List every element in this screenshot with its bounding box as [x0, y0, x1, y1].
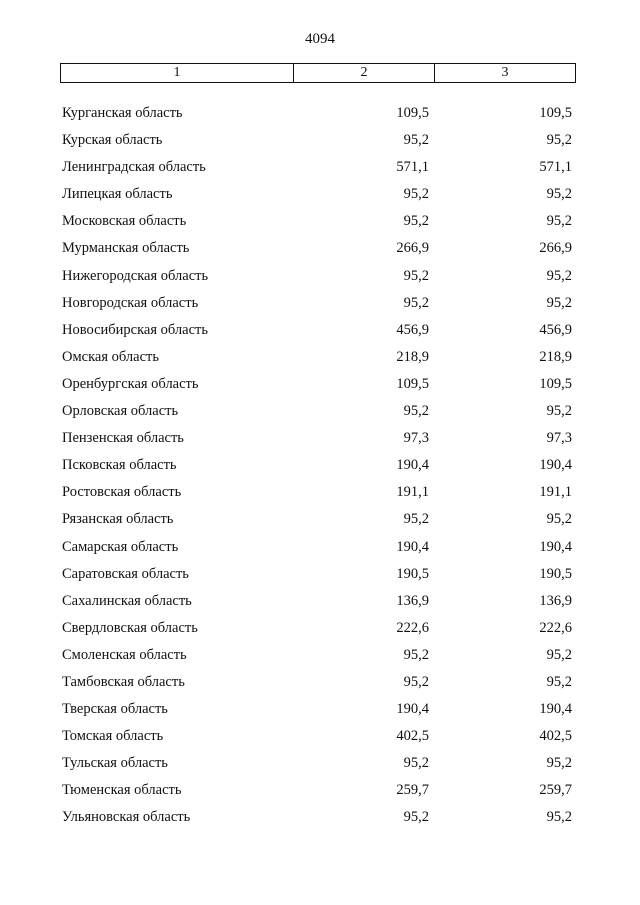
table-row	[0, 480, 640, 507]
region-name: Сахалинская область	[62, 592, 192, 609]
region-name: Курганская область	[62, 105, 183, 121]
value-col-2: 266,9	[396, 240, 429, 257]
table-row	[0, 399, 640, 426]
value-col-3: 266,9	[539, 240, 572, 257]
region-name: Тюменская область	[62, 782, 182, 799]
region-name: Новгородская область	[62, 294, 199, 311]
region-name: Курская область	[62, 132, 163, 149]
value-col-2: 136,9	[396, 592, 429, 609]
value-col-3: 95,2	[546, 511, 572, 528]
table-row	[0, 236, 640, 263]
table-row	[0, 507, 640, 534]
region-name: Рязанская область	[62, 511, 174, 528]
value-col-3: 95,2	[546, 403, 572, 420]
value-col-2: 190,4	[396, 457, 429, 474]
value-col-2: 190,4	[396, 538, 429, 555]
region-name: Свердловская область	[62, 619, 198, 636]
value-col-3: 222,6	[539, 619, 572, 636]
value-col-2: 218,9	[396, 348, 429, 365]
value-col-2: 190,4	[396, 701, 429, 718]
value-col-2: 456,9	[396, 321, 429, 338]
table-row	[0, 453, 640, 480]
table-row	[0, 101, 640, 128]
table-row	[0, 535, 640, 562]
table-row	[0, 670, 640, 697]
value-col-3: 109,5	[539, 105, 572, 121]
value-col-3: 95,2	[546, 646, 572, 663]
value-col-2: 402,5	[396, 728, 429, 745]
table-row	[0, 751, 640, 778]
value-col-2: 95,2	[403, 403, 429, 420]
value-col-2: 95,2	[403, 213, 429, 230]
value-col-2: 95,2	[403, 186, 429, 203]
table-row	[0, 426, 640, 453]
table-row	[0, 345, 640, 372]
value-col-3: 190,4	[539, 701, 572, 718]
region-name: Томская область	[62, 728, 164, 745]
column-header-table	[60, 63, 576, 83]
region-table-body	[0, 101, 640, 833]
value-col-3: 218,9	[539, 348, 572, 365]
region-name: Тамбовская область	[62, 673, 185, 690]
value-col-3: 190,5	[539, 565, 572, 582]
value-col-2: 109,5	[396, 375, 429, 392]
value-col-3: 95,2	[546, 755, 572, 772]
value-col-2: 97,3	[403, 430, 429, 447]
region-name: Ульяновская область	[62, 809, 191, 826]
region-name: Омская область	[62, 348, 159, 365]
value-col-2: 95,2	[403, 267, 429, 284]
region-name: Самарская область	[62, 538, 179, 555]
value-col-2: 95,2	[403, 646, 429, 663]
value-col-2: 222,6	[396, 619, 429, 636]
value-col-3: 95,2	[546, 132, 572, 149]
value-col-3: 190,4	[539, 538, 572, 555]
value-col-2: 190,5	[396, 565, 429, 582]
value-col-3: 109,5	[539, 375, 572, 392]
region-name: Липецкая область	[62, 186, 173, 203]
region-name: Оренбургская область	[62, 375, 199, 392]
region-name: Тверская область	[62, 701, 168, 718]
table-row	[0, 643, 640, 670]
value-col-2: 95,2	[403, 511, 429, 528]
value-col-3: 95,2	[546, 673, 572, 690]
value-col-3: 95,2	[546, 809, 572, 826]
table-row	[0, 589, 640, 616]
value-col-2: 95,2	[403, 132, 429, 149]
table-row	[0, 155, 640, 182]
value-col-3: 191,1	[539, 484, 572, 501]
value-col-3: 259,7	[539, 782, 572, 799]
column-header-1: 1	[61, 64, 294, 82]
region-name: Ростовская область	[62, 484, 182, 501]
column-header-2: 2	[294, 64, 435, 82]
table-row	[0, 182, 640, 209]
column-header-3: 3	[501, 65, 509, 80]
region-name: Нижегородская область	[62, 267, 209, 284]
value-col-2: 95,2	[403, 294, 429, 311]
table-row	[0, 805, 640, 832]
table-row	[0, 128, 640, 155]
table-row	[0, 318, 640, 345]
value-col-3: 456,9	[539, 321, 572, 338]
value-col-2: 191,1	[396, 484, 429, 501]
region-name: Смоленская область	[62, 646, 187, 663]
region-name: Мурманская область	[62, 240, 190, 257]
region-name: Псковская область	[62, 457, 177, 474]
value-col-3: 95,2	[546, 186, 572, 203]
value-col-2: 95,2	[403, 755, 429, 772]
value-col-2: 571,1	[396, 159, 429, 176]
region-name: Ленинградская область	[62, 159, 206, 176]
value-col-3: 97,3	[546, 430, 572, 447]
region-name: Московская область	[62, 213, 187, 230]
value-col-3: 402,5	[539, 728, 572, 745]
region-name: Орловская область	[62, 403, 179, 420]
region-name: Пензенская область	[62, 430, 184, 447]
value-col-3: 95,2	[546, 267, 572, 284]
value-col-2: 259,7	[396, 782, 429, 799]
value-col-3: 95,2	[546, 294, 572, 311]
page-number: 4094	[305, 31, 335, 47]
table-row	[0, 697, 640, 724]
value-col-2: 95,2	[403, 673, 429, 690]
table-row	[0, 291, 640, 318]
value-col-3: 136,9	[539, 592, 572, 609]
table-row	[0, 209, 640, 236]
region-name: Новосибирская область	[62, 321, 208, 338]
value-col-2: 109,5	[396, 105, 429, 121]
table-row	[0, 724, 640, 751]
value-col-3: 190,4	[539, 457, 572, 474]
table-row	[0, 616, 640, 643]
value-col-3: 571,1	[539, 159, 572, 176]
table-row	[0, 264, 640, 291]
value-col-3: 95,2	[546, 213, 572, 230]
table-row	[0, 778, 640, 805]
region-name: Саратовская область	[62, 565, 189, 582]
region-name: Тульская область	[62, 755, 168, 772]
table-row	[0, 372, 640, 399]
value-col-2: 95,2	[403, 809, 429, 826]
table-row	[0, 562, 640, 589]
